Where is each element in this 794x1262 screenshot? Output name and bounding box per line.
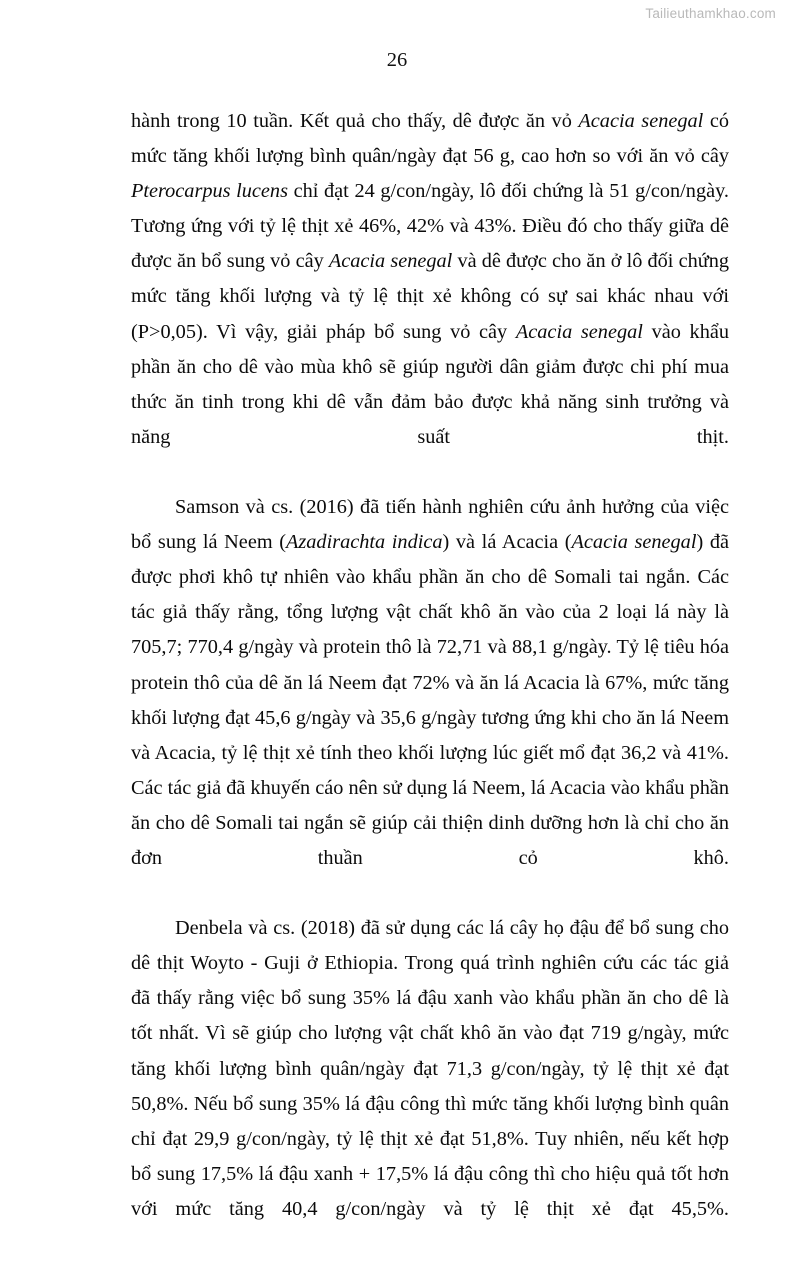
scientific-name: Acacia senegal: [571, 531, 697, 554]
scientific-name: Pterocarpus lucens: [131, 180, 288, 203]
text-run: hành trong 10 tuần. Kết quả cho thấy, dê được ăn vỏ: [131, 110, 579, 132]
text-run: Denbela và cs. (2018) đã sử dụng các lá cây họ đậu để bổ sung cho dê thịt Woyto - Guji ở Ethiopia. Trong quá trình nghiên cứu các tác giả đã thấy rằng việc bổ sung 35% lá đậu xanh vào khẩu phần ăn cho dê là tốt nhất. Vì sẽ giúp cho lượng vật chất khô ăn vào đạt 719 g/ngày, mức tăng khối lượng bình quân/ngày đạt 71,3 g/con/ngày, tỷ lệ thịt xẻ đạt 50,8%. Nếu bổ sung 35% lá đậu công thì mức tăng khối lượng bình quân chỉ đạt 29,9 g/con/ngày, tỷ lệ thịt xẻ đạt 51,8%. Tuy nhiên, nếu kết hợp bổ sung 17,5% lá đậu xanh + 17,5% lá đậu công thì cho hiệu quả tốt hơn với mức tăng 40,4 g/con/ngày và tỷ lệ thịt xẻ đạt 45,5%.: [131, 917, 729, 1220]
text-run: Samson và cs. (2016) đã tiến hành nghiên cứu ảnh hưởng của việc bổ sung lá Neem (: [131, 496, 729, 554]
document-body: [131, 104, 729, 1262]
scientific-name: Acacia senegal: [328, 250, 453, 273]
scientific-name: Acacia senegal: [578, 110, 704, 132]
paragraph-denbela-2018: [131, 911, 729, 1262]
paragraph-acacia-senegal-bark: [131, 104, 729, 490]
text-run: và dê được cho ăn ở lô đối chứng mức tăng khối lượng và tỷ lệ thịt xẻ không có sự sai khác nhau với (P>0,05). Vì vậy, giải pháp bổ sung vỏ cây: [131, 250, 729, 343]
watermark-text: Tailieuthamkhao.com: [645, 6, 776, 21]
text-run: ) đã được phơi khô tự nhiên vào khẩu phần ăn cho dê Somali tai ngắn. Các tác giả thấy rằng, tổng lượng vật chất khô ăn vào của 2 loại lá này là 705,7; 770,4 g/ngày và protein thô là 72,71 và 88,1 g/ngày. Tỷ lệ tiêu hóa protein thô của dê ăn lá Neem đạt 72% và ăn lá Acacia là 67%, mức tăng khối lượng đạt 45,6 g/ngày và 35,6 g/ngày tương ứng khi cho ăn lá Neem và Acacia, tỷ lệ thịt xẻ tính theo khối lượng lúc giết mổ đạt 36,2 và 41%. Các tác giả đã khuyến cáo nên sử dụng lá Neem, lá Acacia vào khẩu phần ăn cho dê Somali tai ngắn sẽ giúp cải thiện dinh dưỡng hơn là chỉ cho ăn đơn thuần cỏ khô.: [131, 531, 729, 869]
text-run: ) và lá Acacia (: [442, 531, 572, 554]
text-run: vào khẩu phần ăn cho dê vào mùa khô sẽ giúp người dân giảm được chi phí mua thức ăn tinh trong khi dê vẫn đảm bảo được khả năng sinh trưởng và năng suất thịt.: [131, 320, 729, 448]
text-run: chỉ đạt 24 g/con/ngày, lô đối chứng là 51 g/con/ngày. Tương ứng với tỷ lệ thịt xẻ 46%, 42% và 43%. Điều đó cho thấy giữa dê được ăn bổ sung vỏ cây: [131, 180, 729, 273]
scientific-name: Acacia senegal: [515, 320, 643, 343]
scientific-name: Azadirachta indica: [286, 531, 443, 554]
text-run: có mức tăng khối lượng bình quân/ngày đạt 56 g, cao hơn so với ăn vỏ cây: [131, 110, 729, 168]
page-number: 26: [386, 49, 408, 71]
paragraph-samson-2016: [131, 490, 729, 911]
